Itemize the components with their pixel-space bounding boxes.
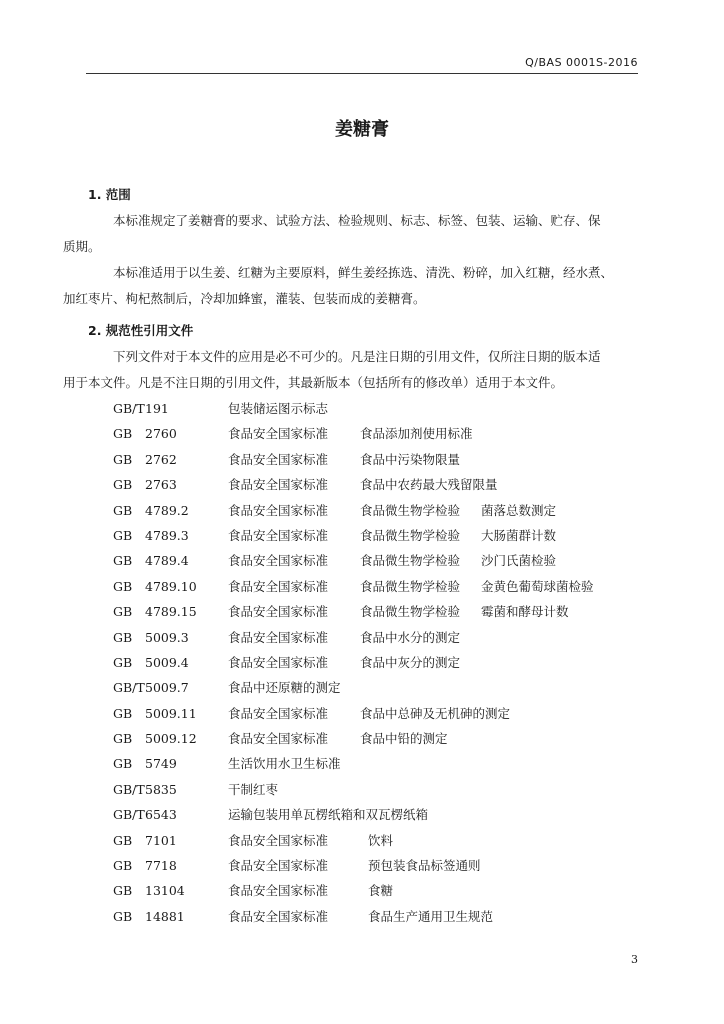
reference-prefix: GB [113, 908, 133, 924]
reference-title: 食品中水分的测定 [360, 629, 461, 645]
reference-title: 食品微生物学检验 [360, 578, 461, 594]
reference-row [88, 802, 638, 827]
reference-standard: 食品安全国家标准 [228, 451, 329, 467]
text-line: 下列文件对于本文件的应用是必不可少的。凡是注日期的引用文件，仅所注日期的版本适 [113, 349, 601, 364]
reference-number: 4789.10 [145, 578, 197, 594]
reference-prefix: GB [113, 527, 133, 543]
reference-standard: 食品安全国家标准 [228, 578, 329, 594]
reference-standard: 食品安全国家标准 [228, 426, 329, 442]
section-heading-scope: 1. 范围 [88, 187, 131, 202]
reference-row [88, 701, 638, 726]
reference-number: 6543 [145, 807, 177, 823]
reference-standard: 食品安全国家标准 [228, 705, 329, 721]
reference-standard: 食品安全国家标准 [228, 527, 329, 543]
reference-title: 食品微生物学检验 [360, 553, 461, 569]
page-title: 姜糖膏 [335, 119, 389, 140]
reference-standard: 食品安全国家标准 [228, 604, 329, 620]
reference-number: 5009.4 [145, 654, 189, 670]
reference-prefix: GB [113, 604, 133, 620]
reference-standard: 食品安全国家标准 [228, 629, 329, 645]
reference-row [88, 751, 638, 776]
reference-title: 食品中总砷及无机砷的测定 [360, 705, 511, 721]
reference-prefix: GB [113, 705, 133, 721]
reference-subtitle: 金黄色葡萄球菌检验 [481, 578, 594, 594]
reference-number: 5835 [145, 781, 177, 797]
reference-title: 饮料 [368, 832, 394, 848]
reference-standard: 食品中还原糖的测定 [228, 680, 341, 696]
reference-number: 5009.12 [145, 731, 197, 747]
reference-standard: 食品安全国家标准 [228, 908, 329, 924]
text-line: 本标准适用于以生姜、红糖为主要原料，鲜生姜经拣选、清洗、粉碎，加入红糖，经水煮、 [113, 265, 614, 280]
reference-standard: 运输包装用单瓦楞纸箱和双瓦楞纸箱 [228, 807, 429, 823]
references-intro-paragraph [63, 344, 638, 396]
reference-prefix: GB [113, 578, 133, 594]
reference-title: 食品生产通用卫生规范 [368, 908, 494, 924]
reference-prefix: GB [113, 426, 133, 442]
reference-row [88, 675, 638, 700]
reference-number: 2762 [145, 451, 177, 467]
reference-title: 食品添加剂使用标准 [360, 426, 473, 442]
reference-title: 食品中农药最大残留限量 [360, 477, 498, 493]
reference-number: 13104 [145, 883, 185, 899]
reference-standard: 生活饮用水卫生标准 [228, 756, 341, 772]
reference-standard: 食品安全国家标准 [228, 731, 329, 747]
reference-number: 5009.7 [145, 680, 189, 696]
reference-row [88, 853, 638, 878]
scope-paragraph-2 [63, 260, 638, 312]
reference-row [88, 447, 638, 472]
header-divider [86, 73, 638, 74]
reference-number: 5749 [145, 756, 177, 772]
reference-number: 7101 [145, 832, 177, 848]
reference-number: 14881 [145, 908, 185, 924]
reference-row [88, 421, 638, 446]
reference-standard: 食品安全国家标准 [228, 883, 329, 899]
scope-paragraph-1 [63, 208, 638, 260]
reference-title: 食品中铅的测定 [360, 731, 448, 747]
reference-subtitle: 菌落总数测定 [481, 502, 557, 518]
reference-standard: 食品安全国家标准 [228, 654, 329, 670]
reference-standard: 食品安全国家标准 [228, 858, 329, 874]
reference-prefix: GB [113, 756, 133, 772]
reference-number: 2760 [145, 426, 177, 442]
reference-number: 5009.11 [145, 705, 197, 721]
reference-row [88, 574, 638, 599]
reference-row [88, 904, 638, 929]
reference-standard: 干制红枣 [228, 781, 279, 797]
reference-row [88, 396, 638, 421]
reference-row [88, 472, 638, 497]
reference-number: 191 [145, 401, 169, 416]
reference-subtitle: 霉菌和酵母计数 [481, 604, 569, 620]
reference-title: 食品中灰分的测定 [360, 654, 461, 670]
reference-row [88, 777, 638, 802]
reference-number: 4789.2 [145, 502, 189, 518]
reference-prefix: GB/T [113, 680, 145, 696]
document-code: Q/BAS 0001S-2016 [525, 56, 638, 69]
reference-prefix: GB [113, 858, 133, 874]
reference-prefix: GB [113, 553, 133, 569]
reference-prefix: GB [113, 731, 133, 747]
reference-row [88, 625, 638, 650]
reference-standard: 包装储运图示标志 [228, 401, 329, 416]
reference-row [88, 828, 638, 853]
reference-list [88, 396, 638, 929]
text-line: 本标准规定了姜糖膏的要求、试验方法、检验规则、标志、标签、包装、运输、贮存、保 [113, 213, 601, 228]
reference-number: 4789.3 [145, 527, 189, 543]
reference-prefix: GB [113, 451, 133, 467]
reference-title: 食品微生物学检验 [360, 527, 461, 543]
reference-row [88, 650, 638, 675]
reference-row [88, 498, 638, 523]
text-line: 用于本文件。凡是不注日期的引用文件，其最新版本（包括所有的修改单）适用于本文件。 [63, 375, 564, 390]
reference-number: 2763 [145, 477, 177, 493]
section-heading-references: 2. 规范性引用文件 [88, 323, 194, 338]
document-body [63, 182, 638, 929]
reference-title: 预包装食品标签通则 [368, 858, 481, 874]
reference-prefix: GB [113, 883, 133, 899]
reference-standard: 食品安全国家标准 [228, 553, 329, 569]
reference-title: 食品微生物学检验 [360, 604, 461, 620]
reference-prefix: GB [113, 832, 133, 848]
reference-number: 4789.4 [145, 553, 189, 569]
text-line: 加红枣片、枸杞熬制后，冷却加蜂蜜，灌装、包装而成的姜糖膏。 [63, 291, 426, 306]
reference-prefix: GB [113, 654, 133, 670]
reference-number: 5009.3 [145, 629, 189, 645]
reference-subtitle: 大肠菌群计数 [481, 527, 557, 543]
reference-row [88, 878, 638, 903]
reference-row [88, 726, 638, 751]
reference-row [88, 548, 638, 573]
reference-prefix: GB/T [113, 781, 145, 797]
reference-prefix: GB [113, 629, 133, 645]
reference-row [88, 523, 638, 548]
reference-title: 食品中污染物限量 [360, 451, 461, 467]
reference-prefix: GB/T [113, 401, 145, 416]
page-number: 3 [631, 953, 638, 966]
reference-row [88, 599, 638, 624]
reference-prefix: GB [113, 502, 133, 518]
text-line: 质期。 [63, 239, 101, 254]
reference-prefix: GB/T [113, 807, 145, 823]
reference-prefix: GB [113, 477, 133, 493]
reference-standard: 食品安全国家标准 [228, 477, 329, 493]
reference-number: 7718 [145, 858, 177, 874]
reference-title: 食品微生物学检验 [360, 502, 461, 518]
reference-title: 食糖 [368, 883, 394, 899]
reference-standard: 食品安全国家标准 [228, 832, 329, 848]
reference-standard: 食品安全国家标准 [228, 502, 329, 518]
reference-subtitle: 沙门氏菌检验 [481, 553, 557, 569]
reference-number: 4789.15 [145, 604, 197, 620]
